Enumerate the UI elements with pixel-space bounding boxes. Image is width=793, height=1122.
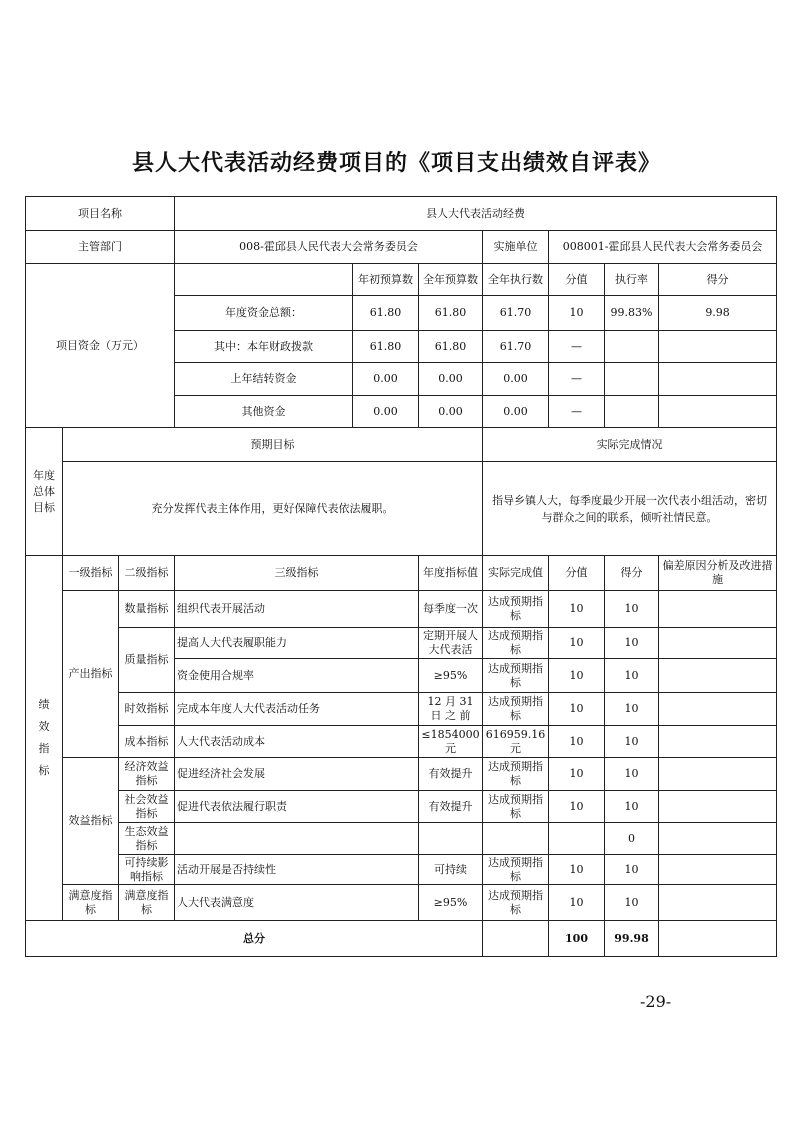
funds-label: 项目资金（万元） <box>26 264 175 428</box>
col-header: 得分 <box>605 556 659 591</box>
cell: 达成预期指标 <box>483 791 549 823</box>
cell: 10 <box>605 726 659 758</box>
cell: — <box>549 363 605 396</box>
cell: 促进代表依法履行职责 <box>175 791 419 823</box>
cell: 10 <box>605 885 659 921</box>
table-row <box>26 591 777 628</box>
actual-goal: 指导乡镇人大，每季度最少开展一次代表小组活动，密切与群众之间的联系，倾听社情民意。 <box>483 462 777 556</box>
cell: 10 <box>605 855 659 885</box>
table-row <box>26 628 777 659</box>
cell: 10 <box>605 628 659 659</box>
cell: 61.80 <box>353 296 419 331</box>
cell: — <box>549 331 605 363</box>
cell: 0.00 <box>353 363 419 396</box>
cell: 10 <box>549 296 605 331</box>
cell: 达成预期指标 <box>483 591 549 628</box>
cell: 上年结转资金 <box>175 363 353 396</box>
cell: 0.00 <box>353 396 419 428</box>
table-row <box>26 855 777 885</box>
cell: 可持续影响指标 <box>119 855 175 885</box>
cell: 61.80 <box>353 331 419 363</box>
cell: ≤1854000元 <box>419 726 483 758</box>
cell: 61.70 <box>483 331 549 363</box>
total-got: 99.98 <box>605 921 659 957</box>
l1-cell: 产出指标 <box>63 591 119 758</box>
table-row <box>26 823 777 855</box>
cell: 10 <box>605 791 659 823</box>
cell: ≥95% <box>419 659 483 693</box>
cell: 12 月 31 日 之 前 <box>419 693 483 726</box>
col-header: 分值 <box>549 556 605 591</box>
impl-label: 实施单位 <box>483 231 549 264</box>
dept: 008-霍邱县人民代表大会常务委员会 <box>175 231 483 264</box>
col-header: 三级指标 <box>175 556 419 591</box>
cell: 10 <box>549 659 605 693</box>
cell: — <box>549 396 605 428</box>
project-name-label: 项目名称 <box>26 197 175 231</box>
cell <box>659 331 777 363</box>
cell: 有效提升 <box>419 791 483 823</box>
table-row <box>26 726 777 758</box>
cell: 61.70 <box>483 296 549 331</box>
cell: 9.98 <box>659 296 777 331</box>
cell <box>605 396 659 428</box>
cell: 组织代表开展活动 <box>175 591 419 628</box>
cell: 人大代表满意度 <box>175 885 419 921</box>
cell <box>605 363 659 396</box>
col-header: 全年预算数 <box>419 264 483 296</box>
col-header: 一级指标 <box>63 556 119 591</box>
col-header: 实际完成值 <box>483 556 549 591</box>
cell: 达成预期指标 <box>483 693 549 726</box>
cell: 时效指标 <box>119 693 175 726</box>
col-header: 全年执行数 <box>483 264 549 296</box>
cell: 达成预期指标 <box>483 659 549 693</box>
l1-cell: 效益指标 <box>63 758 119 885</box>
cell: 可持续 <box>419 855 483 885</box>
cell: 10 <box>549 628 605 659</box>
cell <box>175 823 419 855</box>
cell: 有效提升 <box>419 758 483 791</box>
cell <box>605 331 659 363</box>
cell: 616959.16元 <box>483 726 549 758</box>
cell: 达成预期指标 <box>483 758 549 791</box>
self-evaluation-table <box>25 196 777 957</box>
cell: 10 <box>549 591 605 628</box>
cell <box>659 363 777 396</box>
total-row <box>26 921 777 957</box>
cell: 0.00 <box>483 363 549 396</box>
total-label: 总分 <box>26 921 483 957</box>
cell: 其他资金 <box>175 396 353 428</box>
cell: 年度资金总额： <box>175 296 353 331</box>
cell: 10 <box>549 791 605 823</box>
cell: 10 <box>605 659 659 693</box>
cell: 0.00 <box>419 396 483 428</box>
cell: 资金使用合规率 <box>175 659 419 693</box>
cell: 提高人大代表履职能力 <box>175 628 419 659</box>
col-header: 执行率 <box>605 264 659 296</box>
col-header: 二级指标 <box>119 556 175 591</box>
cell: 生态效益指标 <box>119 823 175 855</box>
cell: 10 <box>549 855 605 885</box>
page-number: -29- <box>640 992 672 1011</box>
goal-label: 年度总体目标 <box>26 428 63 556</box>
cell: 99.83% <box>605 296 659 331</box>
cell: 完成本年度人大代表活动任务 <box>175 693 419 726</box>
cell: 10 <box>549 726 605 758</box>
cell: 活动开展是否持续性 <box>175 855 419 885</box>
table-row <box>26 693 777 726</box>
cell: 经济效益指标 <box>119 758 175 791</box>
cell: 0.00 <box>483 396 549 428</box>
cell <box>549 823 605 855</box>
cell: 10 <box>605 591 659 628</box>
cell: 其中：本年财政拨款 <box>175 331 353 363</box>
cell: 0 <box>605 823 659 855</box>
cell: 社会效益指标 <box>119 791 175 823</box>
expected-header: 预期目标 <box>63 428 483 462</box>
project-name: 县人大代表活动经费 <box>175 197 777 231</box>
cell <box>483 823 549 855</box>
col-header: 得分 <box>659 264 777 296</box>
cell: 61.80 <box>419 331 483 363</box>
cell: 达成预期指标 <box>483 855 549 885</box>
col-header: 年初预算数 <box>353 264 419 296</box>
table-row <box>26 885 777 921</box>
cell: 数量指标 <box>119 591 175 628</box>
l1-cell: 满意度指标 <box>63 885 119 921</box>
cell: 10 <box>605 693 659 726</box>
cell: 达成预期指标 <box>483 628 549 659</box>
perf-label: 绩效指标 <box>26 556 63 921</box>
cell: 达成预期指标 <box>483 885 549 921</box>
dept-label: 主管部门 <box>26 231 175 264</box>
cell: 10 <box>605 758 659 791</box>
cell: 10 <box>549 693 605 726</box>
cell: 定期开展人大代表活 <box>419 628 483 659</box>
cell <box>659 396 777 428</box>
cell: 满意度指标 <box>119 885 175 921</box>
total-score: 100 <box>549 921 605 957</box>
cell: 成本指标 <box>119 726 175 758</box>
actual-header: 实际完成情况 <box>483 428 777 462</box>
cell: 人大代表活动成本 <box>175 726 419 758</box>
cell: 促进经济社会发展 <box>175 758 419 791</box>
cell: 61.80 <box>419 296 483 331</box>
table-row <box>26 758 777 791</box>
cell: 10 <box>549 758 605 791</box>
cell: 质量指标 <box>119 628 175 693</box>
col-header: 年度指标值 <box>419 556 483 591</box>
cell: 0.00 <box>419 363 483 396</box>
table-row <box>26 791 777 823</box>
page-title: 县人大代表活动经费项目的《项目支出绩效自评表》 <box>131 150 661 176</box>
expected-goal: 充分发挥代表主体作用，更好保障代表依法履职。 <box>63 462 483 556</box>
cell: 10 <box>549 885 605 921</box>
cell <box>419 823 483 855</box>
col-header: 分值 <box>549 264 605 296</box>
col-header: 偏差原因分析及改进措施 <box>659 556 777 591</box>
impl: 008001-霍邱县人民代表大会常务委员会 <box>549 231 777 264</box>
cell: 每季度一次 <box>419 591 483 628</box>
cell: ≥95% <box>419 885 483 921</box>
